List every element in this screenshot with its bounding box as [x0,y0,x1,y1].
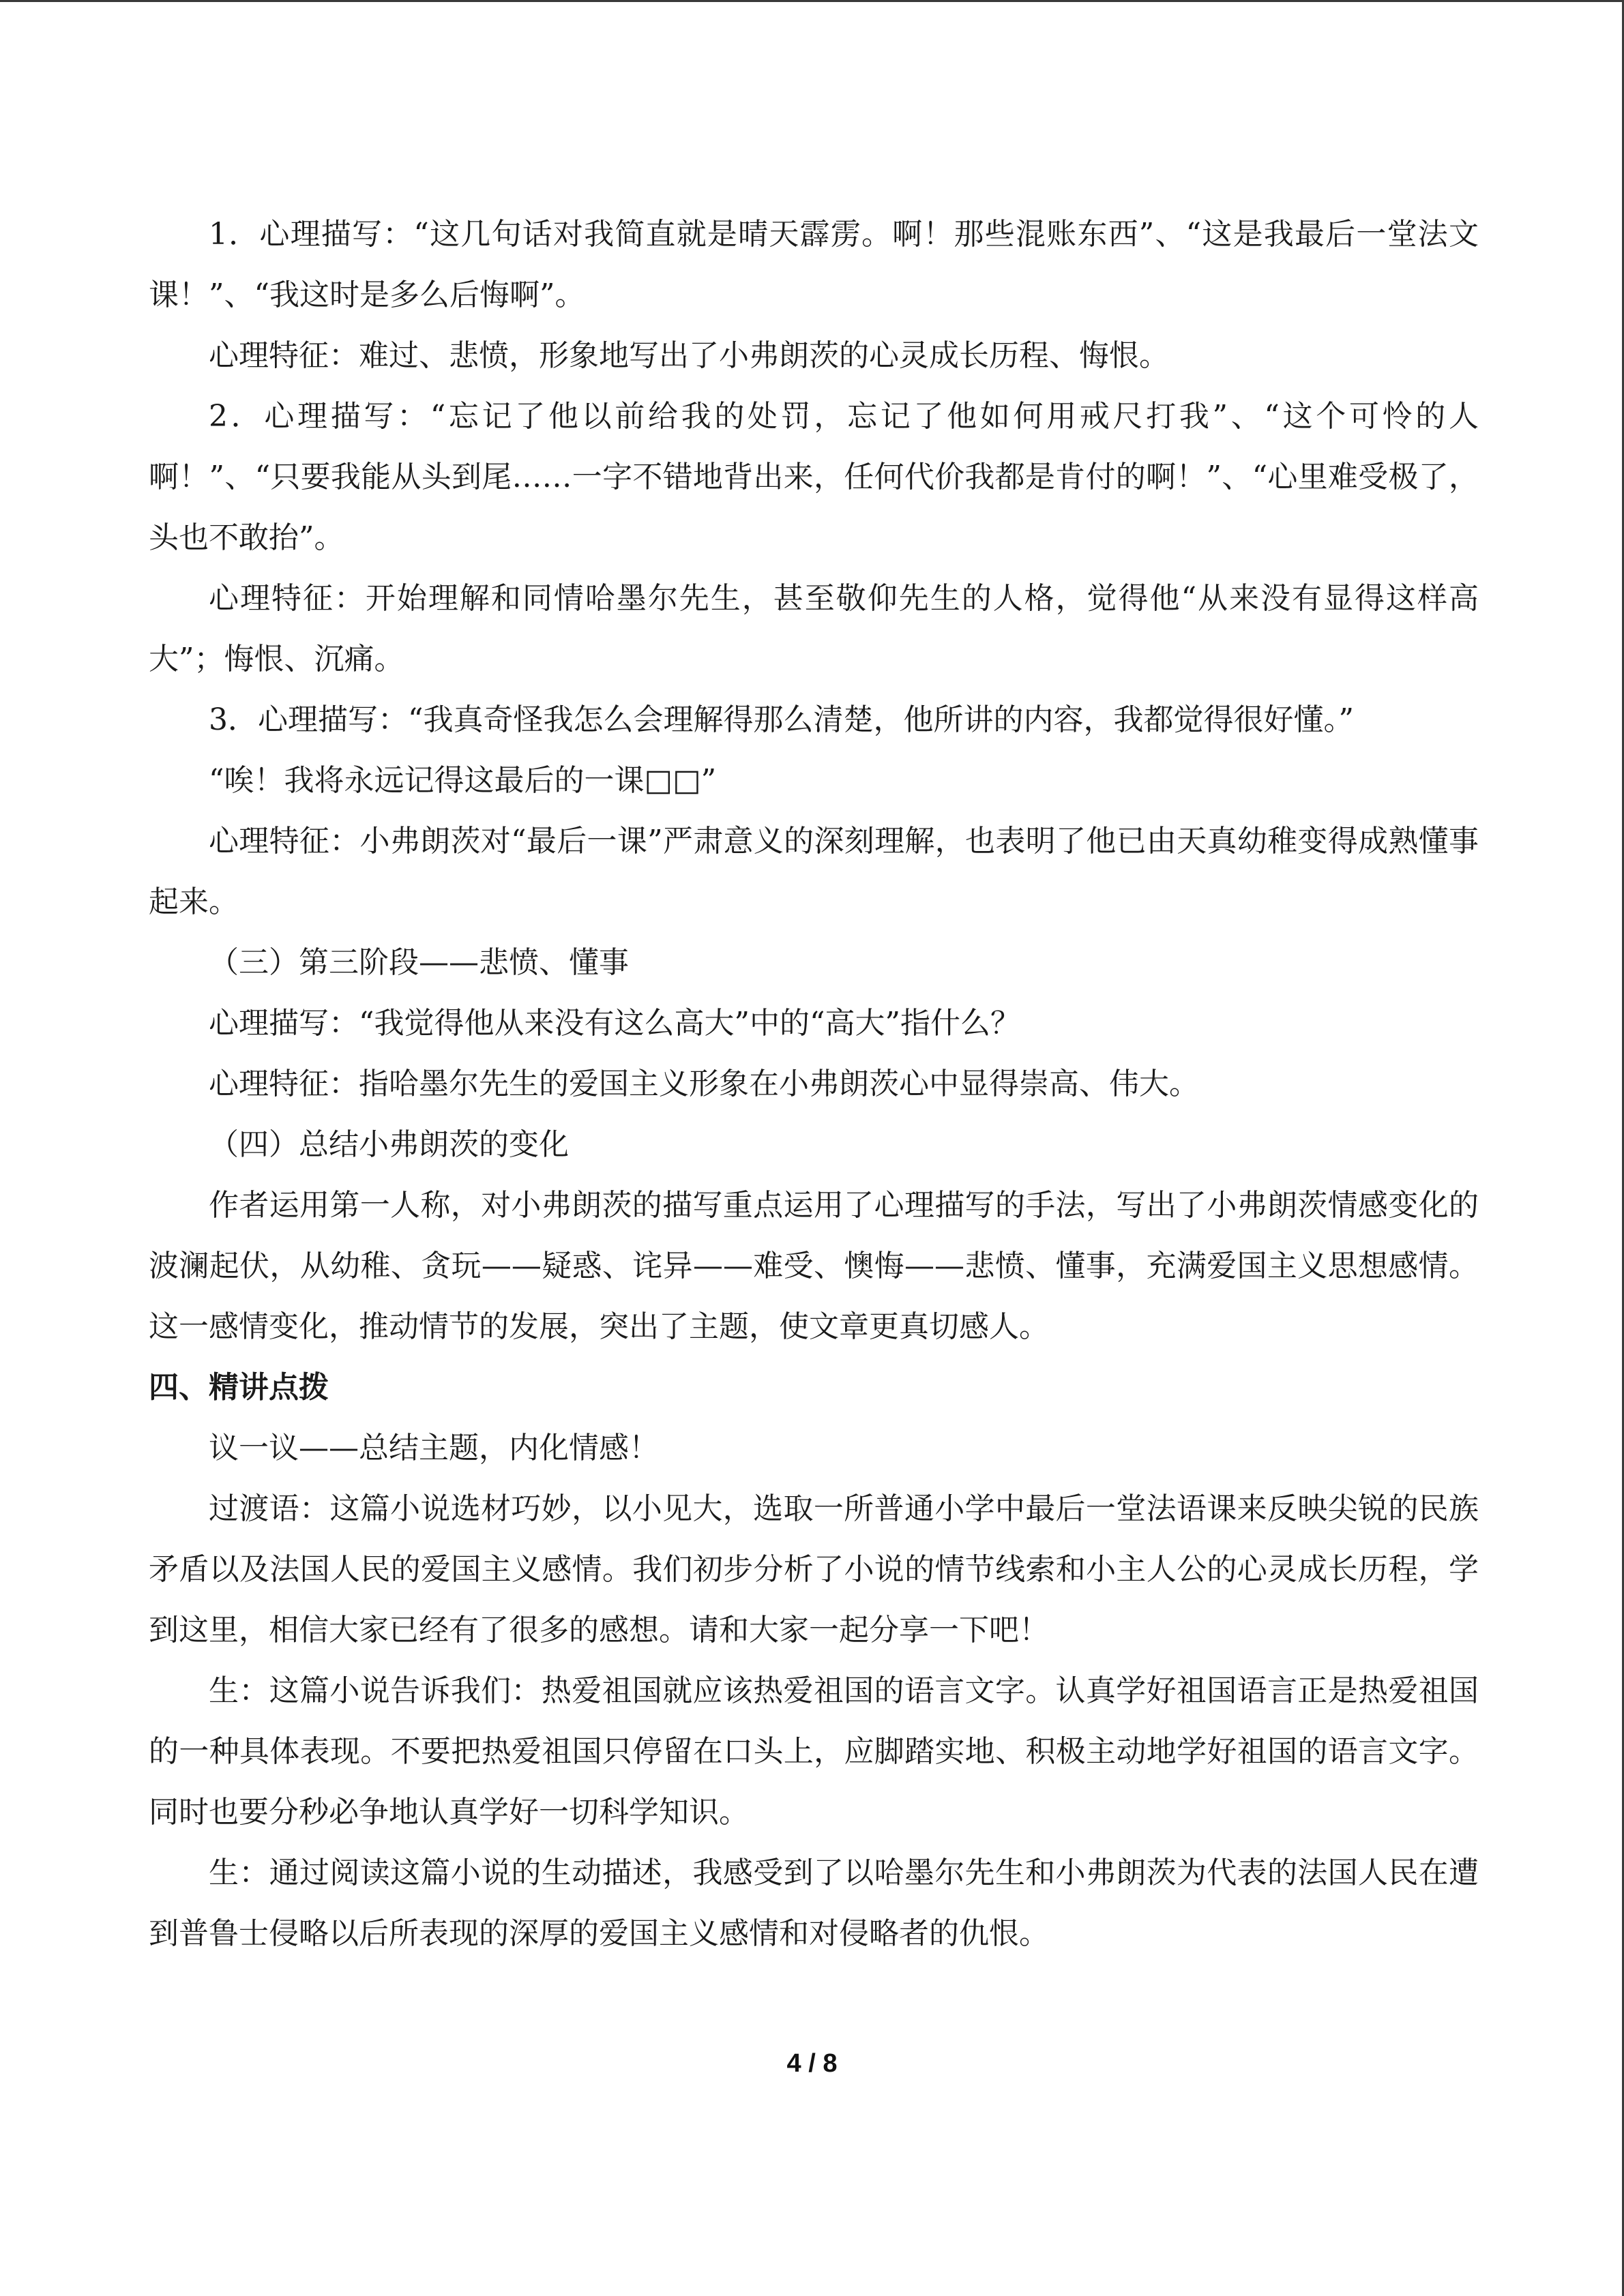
paragraph-psych-trait-1: 心理特征：难过、悲愤，形象地写出了小弗朗茨的心灵成长历程、悔恨。 [209,338,1169,373]
paragraph-summary: 作者运用第一人称，对小弗朗茨的描写重点运用了心理描写的手法，写出了小弗朗茨情感变化的波澜起伏，从幼稚、贪玩——疑惑、诧异——难受、懊悔——悲愤、懂事，充满爱国主义思想感情。这一感情变化，推动情节的发展，突出了主题，使文章更真切感人。 [149,1188,1479,1344]
page-number: 4 / 8 [786,2049,838,2078]
paragraph-psych-desc-3: 3．心理描写：“我真奇怪我怎么会理解得那么清楚，他所讲的内容，我都觉得很好懂。” [209,702,1354,737]
paragraph-quote-last-lesson: “唉！我将永远记得这最后的一课□□” [209,763,717,798]
paragraph-psych-trait-3: 心理特征：小弗朗茨对“最后一课”严肃意义的深刻理解，也表明了他已由天真幼稚变得成熟懂事起来。 [149,824,1479,919]
section-heading-summary: （四）总结小弗朗茨的变化 [209,1127,569,1162]
paragraph-psych-trait-2: 心理特征：开始理解和同情哈墨尔先生，甚至敬仰先生的人格，觉得他“从来没有显得这样高大”；悔恨、沉痛。 [149,581,1479,676]
section-heading-key-points: 四、精讲点拨 [149,1370,329,1405]
paragraph-student-answer-2: 生：通过阅读这篇小说的生动描述，我感受到了以哈墨尔先生和小弗朗茨为代表的法国人民在遭到普鲁士侵略以后所表现的深厚的爱国主义感情和对侵略者的仇恨。 [149,1855,1479,1951]
paragraph-transition: 过渡语：这篇小说选材巧妙，以小见大，选取一所普通小学中最后一堂法语课来反映尖锐的民族矛盾以及法国人民的爱国主义感情。我们初步分析了小说的情节线索和小主人公的心灵成长历程，学到这里，相信大家已经有了很多的感想。请和大家一起分享一下吧！ [149,1491,1479,1648]
paragraph-student-answer-1: 生：这篇小说告诉我们：热爱祖国就应该热爱祖国的语言文字。认真学好祖国语言正是热爱祖国的一种具体表现。不要把热爱祖国只停留在口头上，应脚踏实地、积极主动地学好祖国的语言文字。同时也要分秒必争地认真学好一切科学知识。 [149,1673,1479,1830]
paragraph-psych-desc-1: 1．心理描写：“这几句话对我简直就是晴天霹雳。啊！那些混账东西”、“这是我最后一堂法文课！”、“我这时是多么后悔啊”。 [149,217,1479,312]
section-heading-stage-three: （三）第三阶段——悲愤、懂事 [209,945,629,980]
document-body [149,204,1479,1964]
paragraph-stage-three-desc: 心理描写：“我觉得他从来没有这么高大”中的“高大”指什么？ [209,1006,1020,1041]
paragraph-psych-desc-2: 2．心理描写：“忘记了他以前给我的处罚，忘记了他如何用戒尺打我”、“这个可怜的人啊！”、“只要我能从头到尾……一字不错地背出来，任何代价我都是肯付的啊！”、“心里难受极了，头也不敢抬”。 [149,399,1479,555]
paragraph-stage-three-trait: 心理特征：指哈墨尔先生的爱国主义形象在小弗朗茨心中显得崇高、伟大。 [209,1067,1199,1101]
paragraph-discussion-prompt: 议一议——总结主题，内化情感！ [209,1431,659,1465]
